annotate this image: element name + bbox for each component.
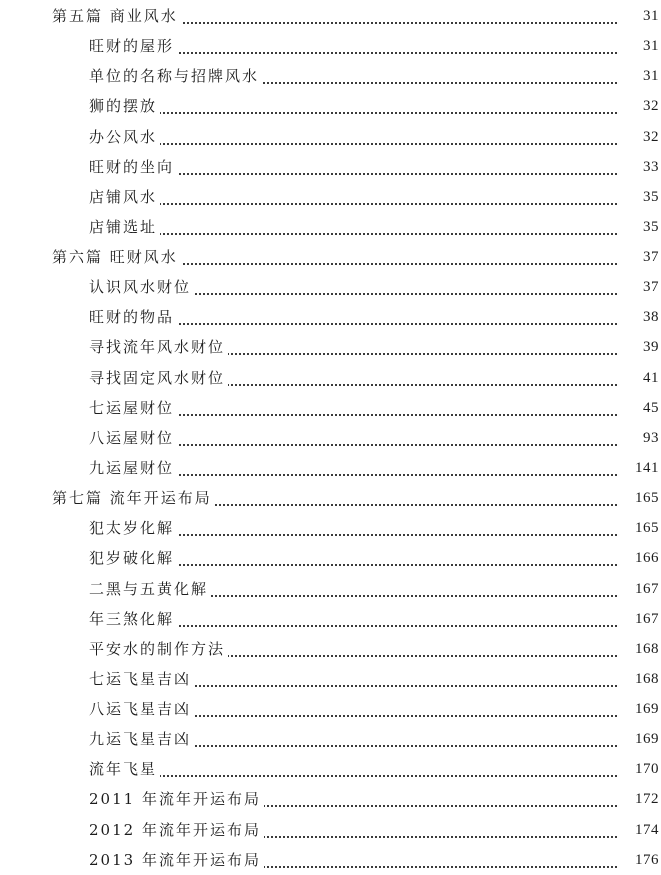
page-number: 31 — [640, 61, 659, 91]
page-number: 141 — [632, 453, 659, 483]
toc-chapter-entry — [0, 242, 661, 272]
toc-section-entry — [0, 152, 661, 182]
dot-leader — [140, 323, 617, 325]
page-number: 32 — [640, 122, 659, 152]
dot-leader — [150, 22, 617, 24]
dot-leader — [140, 293, 617, 295]
page-number: 167 — [632, 574, 659, 604]
dot-leader — [140, 233, 617, 235]
section-title: 犯岁破化解 — [89, 543, 177, 573]
section-title: 年三煞化解 — [89, 604, 177, 634]
page-number: 169 — [632, 724, 659, 754]
chapter-title: 第七篇 流年开运布局 — [52, 483, 215, 513]
section-title: 七运屋财位 — [89, 393, 177, 423]
page-number: 169 — [632, 694, 659, 724]
toc-chapter-entry — [0, 483, 661, 513]
page-number: 170 — [632, 754, 659, 784]
section-title: 旺财的屋形 — [89, 31, 177, 61]
page-number: 174 — [632, 815, 659, 845]
dot-leader — [140, 173, 617, 175]
section-title: 2012 年流年开运布局 — [89, 815, 264, 845]
toc-section-entry — [0, 423, 661, 453]
toc-section-entry — [0, 363, 661, 393]
toc-section-entry — [0, 634, 661, 664]
chapter-title: 第五篇 商业风水 — [52, 1, 181, 31]
toc-section-entry — [0, 604, 661, 634]
section-title: 九运屋财位 — [89, 453, 177, 483]
dot-leader — [140, 112, 617, 114]
page-number: 172 — [632, 784, 659, 814]
toc-section-entry — [0, 332, 661, 362]
section-title: 八运屋财位 — [89, 423, 177, 453]
page-number: 39 — [640, 332, 659, 362]
toc-section-entry — [0, 453, 661, 483]
section-title: 单位的名称与招牌风水 — [89, 61, 262, 91]
dot-leader — [140, 715, 617, 717]
section-title: 店铺风水 — [89, 182, 160, 212]
section-title: 旺财的坐向 — [89, 152, 177, 182]
section-title: 店铺选址 — [89, 212, 160, 242]
section-title: 平安水的制作方法 — [89, 634, 228, 664]
section-title: 寻找流年风水财位 — [89, 332, 228, 362]
toc-section-entry — [0, 784, 661, 814]
toc-section-entry — [0, 182, 661, 212]
toc-section-entry — [0, 272, 661, 302]
section-title: 二黑与五黄化解 — [89, 574, 211, 604]
dot-leader — [140, 52, 617, 54]
section-title: 旺财的物品 — [89, 302, 177, 332]
dot-leader — [140, 745, 617, 747]
toc-section-entry — [0, 574, 661, 604]
page-number: 168 — [632, 664, 659, 694]
dot-leader — [140, 203, 617, 205]
section-title: 九运飞星吉凶 — [89, 724, 194, 754]
dot-leader — [150, 504, 617, 506]
page-number: 166 — [632, 543, 659, 573]
page-number: 37 — [640, 272, 659, 302]
section-title: 办公风水 — [89, 122, 160, 152]
dot-leader — [150, 263, 617, 265]
page-number: 35 — [640, 182, 659, 212]
page-number: 37 — [640, 242, 659, 272]
section-title: 2013 年流年开运布局 — [89, 845, 264, 875]
dot-leader — [140, 775, 617, 777]
section-title: 寻找固定风水财位 — [89, 363, 228, 393]
page-number: 168 — [632, 634, 659, 664]
toc-section-entry — [0, 302, 661, 332]
dot-leader — [140, 595, 617, 597]
dot-leader — [140, 564, 617, 566]
toc-section-entry — [0, 393, 661, 423]
dot-leader — [140, 625, 617, 627]
section-title: 八运飞星吉凶 — [89, 694, 194, 724]
toc-section-entry — [0, 694, 661, 724]
toc-section-entry — [0, 212, 661, 242]
dot-leader — [140, 474, 617, 476]
dot-leader — [140, 414, 617, 416]
section-title: 七运飞星吉凶 — [89, 664, 194, 694]
page-number: 165 — [632, 513, 659, 543]
toc-section-entry — [0, 31, 661, 61]
page-number: 93 — [640, 423, 659, 453]
toc-section-entry — [0, 815, 661, 845]
chapter-title: 第六篇 旺财风水 — [52, 242, 181, 272]
page-number: 176 — [632, 845, 659, 875]
page-number: 41 — [640, 363, 659, 393]
section-title: 犯太岁化解 — [89, 513, 177, 543]
page-number: 31 — [640, 1, 659, 31]
toc-section-entry — [0, 513, 661, 543]
toc-section-entry — [0, 754, 661, 784]
section-title: 认识风水财位 — [89, 272, 194, 302]
dot-leader — [140, 143, 617, 145]
page-number: 31 — [640, 31, 659, 61]
dot-leader — [140, 534, 617, 536]
dot-leader — [140, 685, 617, 687]
toc-section-entry — [0, 61, 661, 91]
page-number: 33 — [640, 152, 659, 182]
section-title: 流年飞星 — [89, 754, 160, 784]
dot-leader — [140, 444, 617, 446]
section-title: 狮的摆放 — [89, 91, 160, 121]
toc-section-entry — [0, 122, 661, 152]
toc-section-entry — [0, 845, 661, 875]
page-number: 35 — [640, 212, 659, 242]
toc-section-entry — [0, 724, 661, 754]
toc-chapter-entry — [0, 1, 661, 31]
page-number: 38 — [640, 302, 659, 332]
section-title: 2011 年流年开运布局 — [89, 784, 264, 814]
toc-section-entry — [0, 543, 661, 573]
page-number: 32 — [640, 91, 659, 121]
toc-section-entry — [0, 664, 661, 694]
page-number: 165 — [632, 483, 659, 513]
toc-section-entry — [0, 91, 661, 121]
page-number: 45 — [640, 393, 659, 423]
page-number: 167 — [632, 604, 659, 634]
